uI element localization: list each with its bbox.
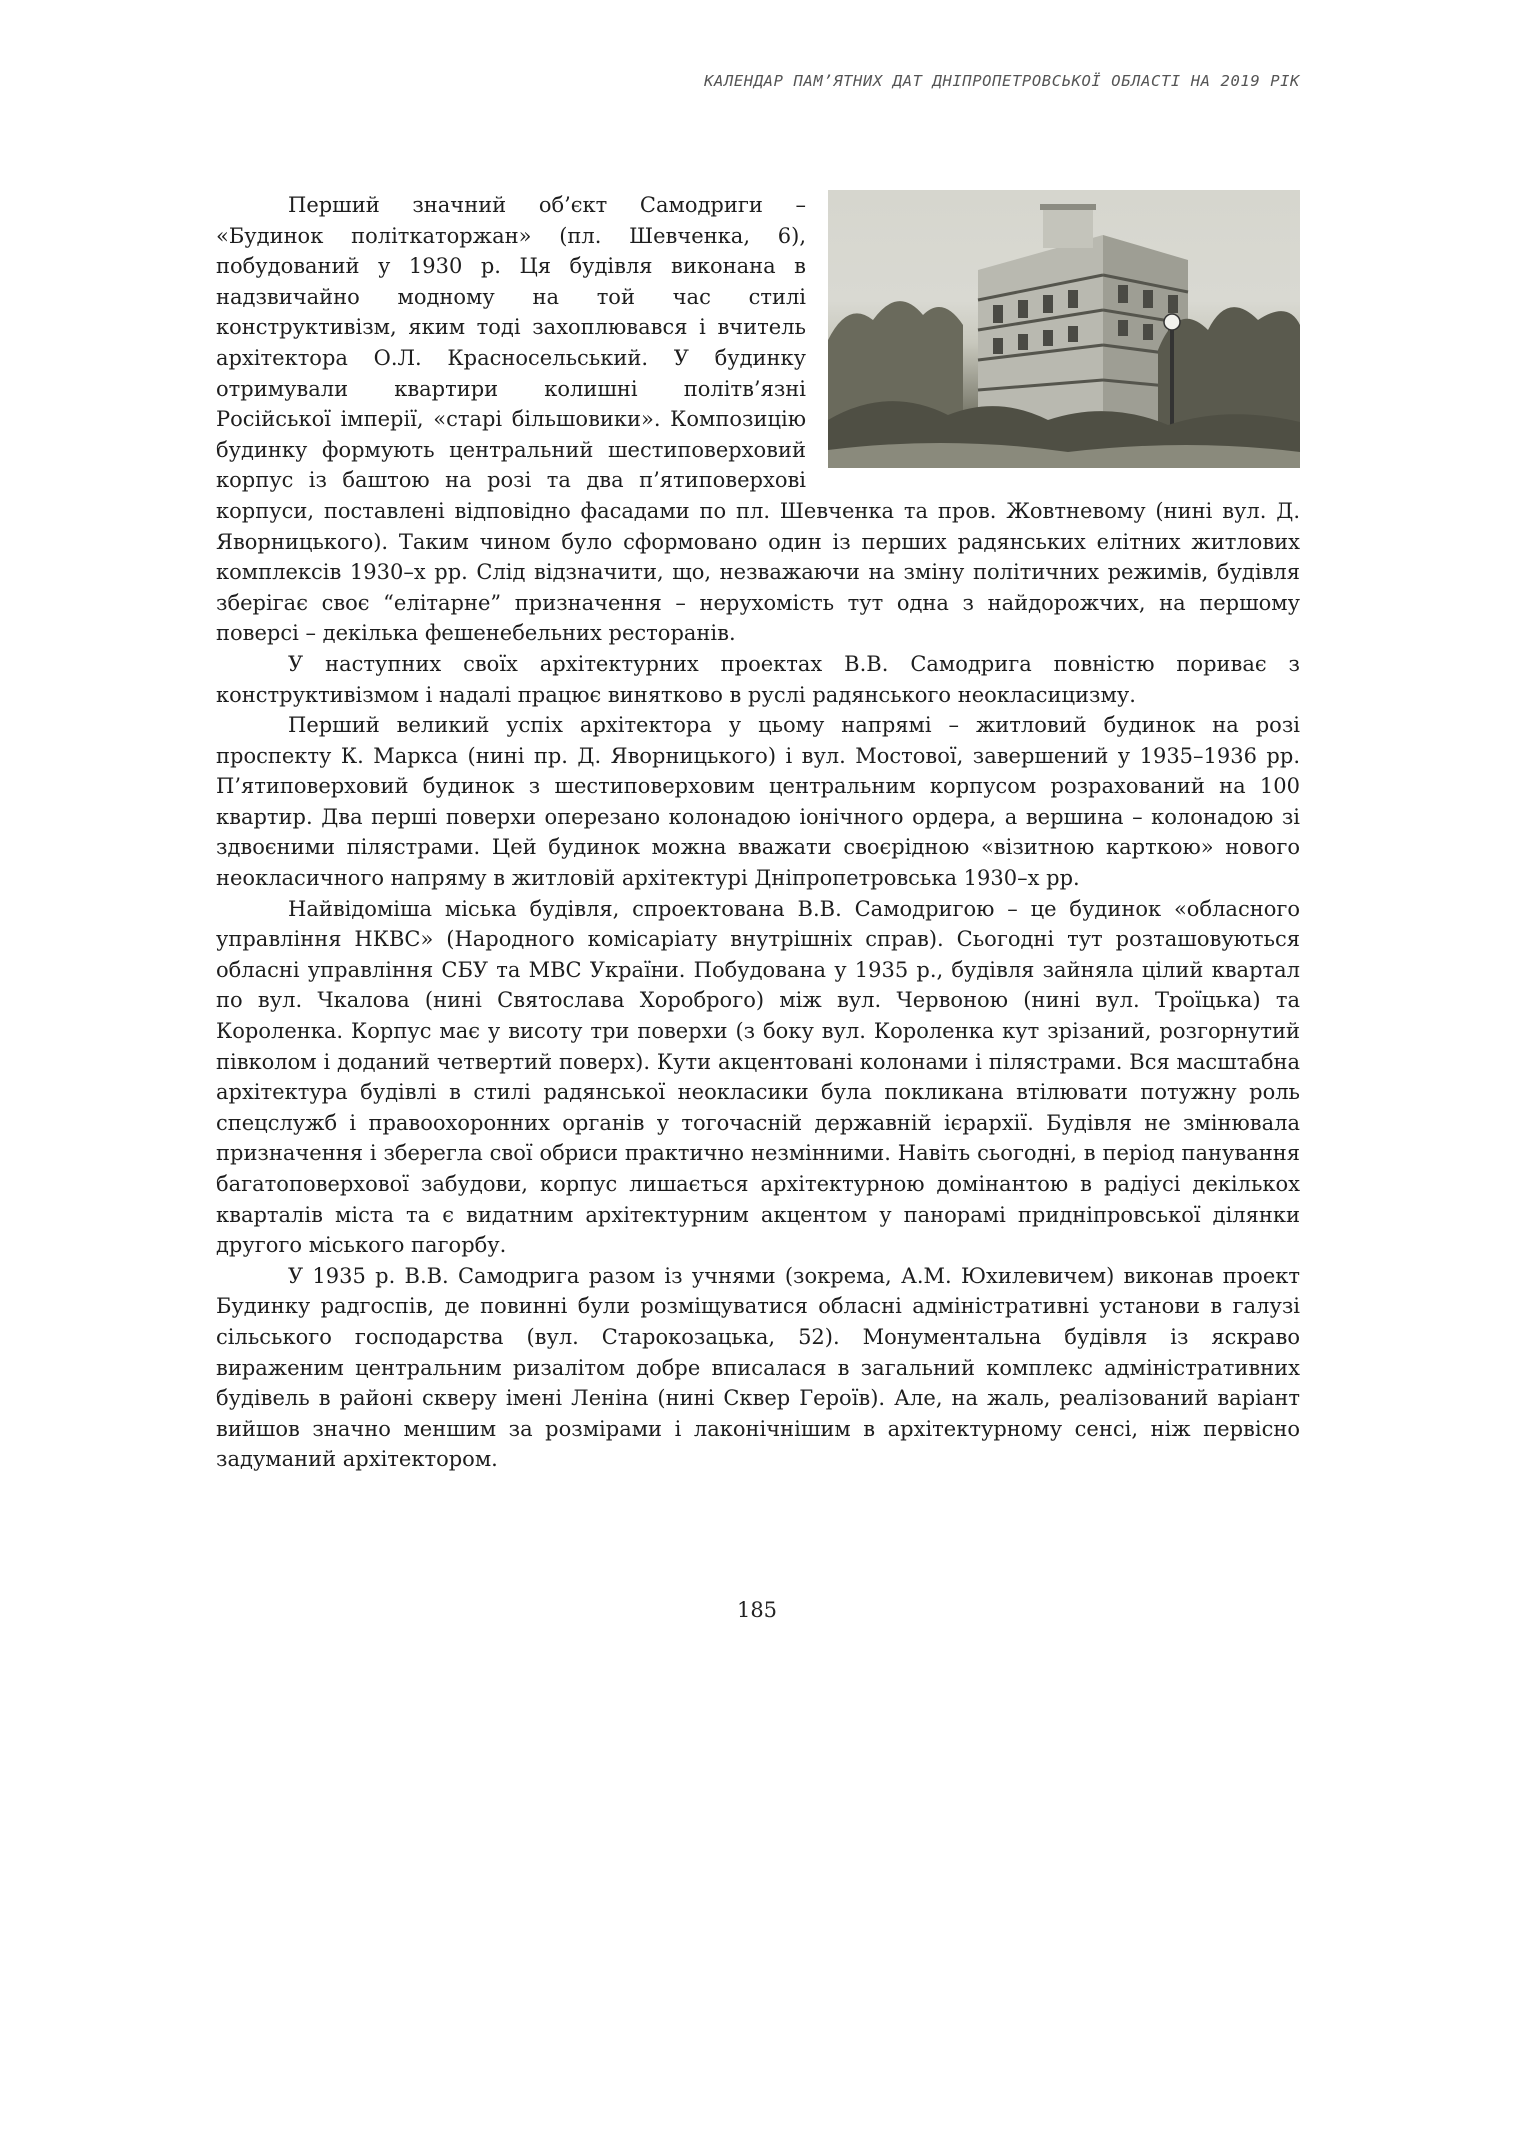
paragraph-1: Перший значний об’єкт Самодриги – «Будинок політкаторжан» (пл. Шевченка, 6), побудований у 1930 р. Ця будівля виконана в надзвичайно модному на той час стилі конструктивізм, яким тоді захоплювався і вчитель архітектора О.Л. Красносельський. У будинку отримували квартири колишні політв’язні Російської імперії, «старі більшовики». Композицію будинку формують центральний шестиповерховий корпус із баштою на розі та два п’ятиповерхові корпуси, поставлені відповідно фасадами по пл. Шевченка та пров. Жовтневому (нині вул. Д. Яворницького). Таким чином було сформовано один із перших радянських елітних житлових комплексів 1930–х рр. Слід відзначити, що, незважаючи на зміну політичних режимів, будівля зберігає своє “елітарне” призначення – нерухомість тут одна з найдорожчих, на першому поверсі – декілька фешенебельних ресторанів. xyxy=(216,193,1300,646)
paragraph-2: У наступних своїх архітектурних проектах В.В. Самодрига повністю пориває з конструктивізмом і надалі працює винятково в руслі радянського неокласицизму. xyxy=(216,651,1300,707)
paragraph-3: Перший великий успіх архітектора у цьому напрямі – житловий будинок на розі проспекту К. Маркса (нині пр. Д. Яворницького) і вул. Мостової, завершений у 1935–1936 рр. П’ятиповерховий будинок з шестиповерховим центральним корпусом розрахований на 100 квартир. Два перші поверхи оперезано колонадою іонічного ордера, а вершина – колонадою зі здвоєними пілястрами. Цей будинок можна вважати своєрідною «візитною карткою» нового неокласичного напряму в житловій архітектурі Дніпропетровська 1930–х рр. xyxy=(216,713,1300,891)
running-header: КАЛЕНДАР ПАМ’ЯТНИХ ДАТ ДНІПРОПЕТРОВСЬКОЇ ОБЛАСТІ НА 2019 РІК xyxy=(704,72,1300,90)
building-photo xyxy=(828,190,1300,468)
page-number: 185 xyxy=(736,1598,778,1622)
paragraph-4: Найвідоміша міська будівля, спроектована В.В. Самодригою – це будинок «обласного управління НКВС» (Народного комісаріату внутрішніх справ). Сьогодні тут розташовуються обласні управління СБУ та МВС України. Побудована у 1935 р., будівля зайняла цілий квартал по вул. Чкалова (нині Святослава Хороброго) між вул. Червоною (нині вул. Троїцька) та Короленка. Корпус має у висоту три поверхи (з боку вул. Короленка кут зрізаний, розгорнутий півколом і доданий четвертий поверх). Кути акцентовані колонами і пілястрами. Вся масштабна архітектура будівлі в стилі радянської неокласики була покликана втілювати потужну роль спецслужб і правоохоронних органів у тогочасній державній ієрархії. Будівля не змінювала призначення і зберегла свої обриси практично незмінними. Навіть сьогодні, в період панування багатоповерхової забудови, корпус лишається архітектурною домінантою в радіусі декількох кварталів міста та є видатним архітектурним акцентом у панорамі придніпровської ділянки другого міського пагорбу. xyxy=(216,896,1300,1258)
article-body xyxy=(216,190,1300,1475)
photo-illustration xyxy=(828,190,1300,468)
paragraph-5: У 1935 р. В.В. Самодрига разом із учнями (зокрема, А.М. Юхилевичем) виконав проект Будинку радгоспів, де повинні були розміщуватися обласні адміністративні установи в галузі сільського господарства (вул. Старокозацька, 52). Монументальна будівля із яскраво вираженим центральним ризалітом добре вписалася в загальний комплекс адміністративних будівель в районі скверу імені Леніна (нині Сквер Героїв). Але, на жаль, реалізований варіант вийшов значно меншим за розмірами і лаконічнішим в архітектурному сенсі, ніж первісно задуманий архітектором. xyxy=(216,1263,1300,1472)
